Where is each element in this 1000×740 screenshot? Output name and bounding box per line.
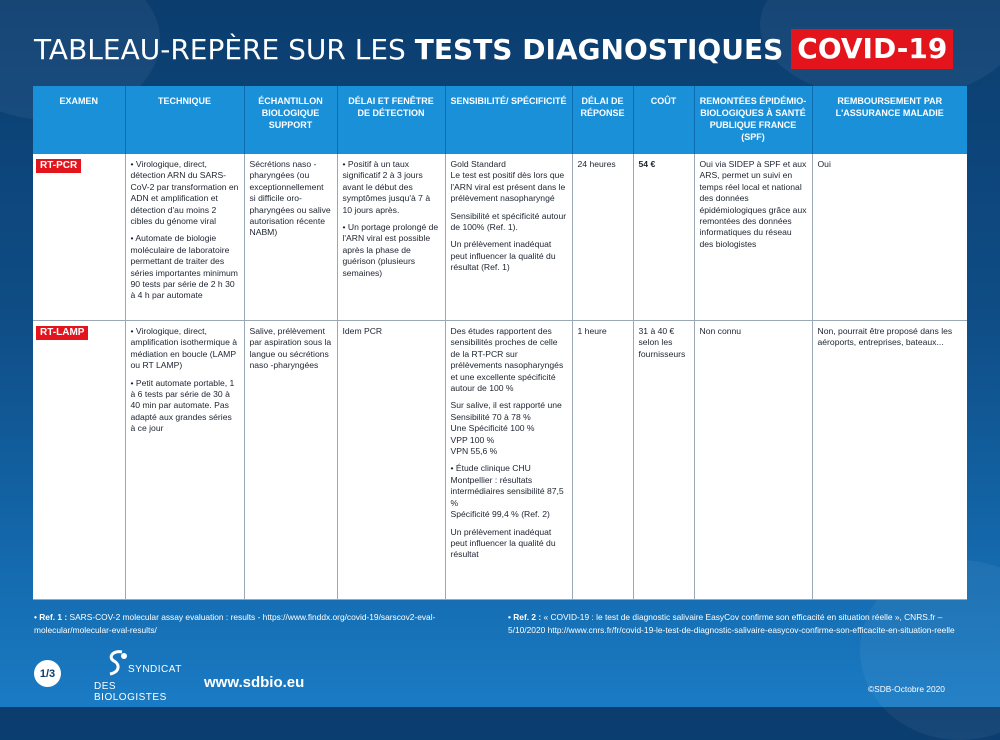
column-header: ÉCHANTILLON BIOLOGIQUE SUPPORT bbox=[244, 86, 337, 154]
column-header: SENSIBILITÉ/ SPÉCIFICITÉ bbox=[445, 86, 572, 154]
exam-cell bbox=[33, 321, 125, 600]
spf-cell: Oui via SIDEP à SPF et aux ARS, permet un suivi en temps réel local et national des données épidémiologiques grâce aux remontées des données informatiques du réseau des biologistes bbox=[694, 154, 812, 321]
table-row bbox=[33, 321, 967, 600]
technique-cell bbox=[125, 321, 244, 600]
ref-text[interactable]: SARS-COV-2 molecular assay evaluation : results - https://www.finddx.org/covid-19/sarscov2-eval-molecular/molecular-eval-results/ bbox=[34, 612, 436, 635]
response-cell: 24 heures bbox=[572, 154, 633, 321]
copyright: ©SDB-Octobre 2020 bbox=[868, 684, 945, 694]
exam-cell bbox=[33, 154, 125, 321]
cell-paragraph: Salive, prélèvement par aspiration sous la langue ou sécrétions naso -pharyngées bbox=[249, 326, 332, 371]
table-row bbox=[33, 154, 967, 321]
column-header: REMBOURSEMENT PAR L'ASSURANCE MALADIE bbox=[812, 86, 967, 154]
column-header: EXAMEN bbox=[33, 86, 125, 154]
exam-badge: RT-LAMP bbox=[36, 326, 88, 340]
cell-paragraph: • Un portage prolongé de l'ARN viral est possible après la phase de guérison (plusieurs semaines) bbox=[342, 222, 439, 278]
reference-1 bbox=[34, 611, 484, 637]
cell-paragraph: Sensibilité et spécificité autour de 100% (Ref. 1). bbox=[450, 210, 567, 233]
delay-cell bbox=[337, 321, 445, 600]
cost-value: 31 à 40 € selon les fournisseurs bbox=[638, 326, 686, 359]
response-cell: 1 heure bbox=[572, 321, 633, 600]
reimbursement-cell: Non, pourrait être proposé dans les aéroports, entreprises, bateaux... bbox=[812, 321, 967, 600]
column-header: COÛT bbox=[633, 86, 694, 154]
column-header: DÉLAI ET FENÊTRE DE DÉTECTION bbox=[337, 86, 445, 154]
cell-paragraph: Sécrétions naso -pharyngées (ou exceptionnellement si difficile oro-pharyngées ou salive autorisation récente NABM) bbox=[249, 159, 331, 238]
cell-paragraph: • Automate de biologie moléculaire de laboratoire permettant de traiter des séries importantes minimum 90 tests par série de 2 h 30 à 4 h par automate bbox=[130, 233, 238, 301]
cell-paragraph: • Étude clinique CHU Montpellier : résultats intermédiaires sensibilité 87,5 % Spécificité 99,4 % (Ref. 2) bbox=[450, 463, 564, 520]
cell-paragraph: • Petit automate portable, 1 à 6 tests par série de 30 à 40 min par automate. Pas adapté aux grandes séries à ce jour bbox=[130, 377, 235, 434]
column-header: DÉLAI DE RÉPONSE bbox=[572, 86, 633, 154]
ref-key: • Ref. 2 : bbox=[508, 612, 542, 622]
table-header-row bbox=[33, 86, 967, 154]
sensitivity-cell bbox=[445, 321, 572, 600]
reimbursement-cell: Oui bbox=[812, 154, 967, 321]
cell-paragraph: Gold Standard Le test est positif dès lors que l'ARN viral est présent dans le prélèvement nasopharyngé bbox=[450, 159, 566, 204]
cost-cell bbox=[633, 321, 694, 600]
cell-paragraph: • Positif à un taux significatif 2 à 3 jours avant le début des symptômes jusqu'à 7 à 10 jours après. bbox=[342, 159, 431, 215]
cell-paragraph: • Virologique, direct, détection ARN du SARS-CoV-2 par transformation en ADN et amplification et détection d'au moins 2 cibles du génome viral bbox=[130, 159, 239, 227]
cell-paragraph: • Virologique, direct, amplification isothermique à médiation en boucle (LAMP ou RT LAMP) bbox=[130, 326, 238, 371]
page-title bbox=[34, 28, 953, 70]
cell-paragraph: Idem PCR bbox=[342, 326, 383, 336]
title-badge: COVID-19 bbox=[791, 29, 953, 69]
syndicat-logo bbox=[88, 648, 188, 703]
logo-text-1: SYNDICAT bbox=[128, 664, 182, 675]
technique-cell bbox=[125, 154, 244, 321]
sensitivity-cell bbox=[445, 154, 572, 321]
website-link[interactable]: www.sdbio.eu bbox=[204, 674, 305, 691]
exam-badge: RT-PCR bbox=[36, 159, 81, 173]
spf-cell: Non connu bbox=[694, 321, 812, 600]
column-header: REMONTÉES ÉPIDÉMIO-BIOLOGIQUES À SANTÉ PUBLIQUE FRANCE (SPF) bbox=[694, 86, 812, 154]
cost-cell: 54 € bbox=[633, 154, 694, 321]
delay-cell bbox=[337, 154, 445, 321]
column-header: TECHNIQUE bbox=[125, 86, 244, 154]
cell-paragraph: Un prélèvement inadéquat peut influencer la qualité du résultat (Ref. 1) bbox=[450, 239, 556, 273]
page-number: 1/3 bbox=[34, 660, 61, 687]
cell-paragraph: Un prélèvement inadéquat peut influencer la qualité du résultat bbox=[450, 526, 556, 560]
ref-text[interactable]: « COVID-19 : le test de diagnostic salivaire EasyCov confirme son efficacité en situation réelle », CNRS.fr – 5/10/2020 http://www.cnrs.fr/fr/covid-19-le-test-de-diagnostic-salivaire-easycov-confirme-son-efficacite-en-situation-reelle bbox=[508, 612, 955, 635]
title-bold: TESTS DIAGNOSTIQUES bbox=[414, 32, 784, 66]
diagnostic-table bbox=[33, 86, 967, 599]
logo-text-2: DES BIOLOGISTES bbox=[94, 681, 167, 703]
sample-cell bbox=[244, 154, 337, 321]
cell-paragraph: Des études rapportent des sensibilités proches de celle de la RT-PCR sur prélèvements nasopharyngés et une excellente spécificité autour de 100 % bbox=[450, 326, 564, 394]
cell-paragraph: Sur salive, il est rapporté une Sensibilité 70 à 78 % Une Spécificité 100 % VPP 100 % VPN 55,6 % bbox=[450, 400, 562, 457]
ref-key: • Ref. 1 : bbox=[34, 612, 68, 622]
title-light: TABLEAU-REPÈRE SUR LES bbox=[34, 32, 406, 66]
sample-cell bbox=[244, 321, 337, 600]
reference-2 bbox=[508, 611, 978, 637]
